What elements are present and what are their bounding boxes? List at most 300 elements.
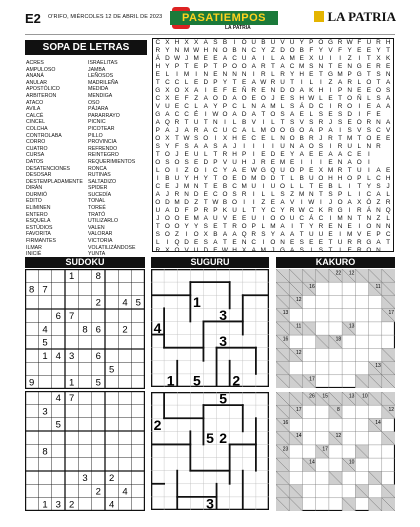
letter-cell: A xyxy=(385,119,391,126)
letter-cell: E xyxy=(213,223,218,230)
letter-cell: S xyxy=(318,143,324,150)
letter-cell: E xyxy=(309,167,314,174)
word-item: APOSTÓLICO xyxy=(26,86,60,93)
letter-cell: G xyxy=(356,63,362,70)
suguru-given: 3 xyxy=(219,333,228,350)
word-item: DESATENCIONES xyxy=(26,165,71,172)
letter-cell: B xyxy=(222,39,228,46)
letter-cell: M xyxy=(241,183,247,190)
letter-cell: A xyxy=(299,87,304,94)
letter-cell: D xyxy=(241,111,247,118)
word-item: FAVORITA xyxy=(26,231,51,238)
letter-cell: S xyxy=(184,143,189,150)
letter-cell: O xyxy=(347,95,353,102)
kakuro-grid-2 xyxy=(276,392,395,511)
letter-cell: E xyxy=(242,167,247,174)
letter-cell: E xyxy=(232,239,237,246)
letter-cell: A xyxy=(213,239,218,246)
letter-cell: O xyxy=(280,127,285,134)
letter-cell: P xyxy=(242,151,247,158)
letter-cell: M xyxy=(299,191,305,198)
letter-cell: L xyxy=(357,143,362,150)
letter-cell: I xyxy=(348,183,351,190)
letter-cell: X xyxy=(165,135,170,142)
letter-cell: N xyxy=(376,207,381,214)
letter-cell: E xyxy=(174,103,180,110)
letter-cell: C xyxy=(251,135,257,142)
letter-cell: A xyxy=(376,167,381,174)
letter-cell: E xyxy=(232,215,237,222)
letter-cell: C xyxy=(299,215,305,222)
letter-cell: D xyxy=(184,199,189,206)
word-item: PICOTEAR xyxy=(88,125,115,132)
letter-cell: S xyxy=(289,95,295,102)
letter-cell: G xyxy=(155,111,161,118)
word-item: CINCEL xyxy=(26,119,46,126)
letter-cell: V xyxy=(385,127,391,134)
letter-cell: I xyxy=(166,239,169,246)
letter-cell: Y xyxy=(165,47,170,54)
letter-cell: C xyxy=(184,103,189,110)
letter-cell: R xyxy=(318,223,324,230)
word-item: TRATÓ xyxy=(88,211,106,218)
letter-cell: O xyxy=(222,111,228,118)
letter-cell: A xyxy=(155,191,160,198)
kakuro-clue: 12 xyxy=(388,406,395,413)
letter-cell: G xyxy=(289,127,295,134)
letter-cell: K xyxy=(222,207,228,214)
letter-cell: Y xyxy=(194,223,199,230)
letter-cell: E xyxy=(213,55,218,62)
letter-cell: Á xyxy=(299,103,304,110)
letter-cell: E xyxy=(242,215,247,222)
letter-cell: E xyxy=(328,111,333,118)
letter-cell: L xyxy=(271,119,275,126)
letter-cell: C xyxy=(174,79,180,86)
letter-cell: R xyxy=(261,71,266,78)
letter-cell: U xyxy=(193,151,199,158)
letter-cell: J xyxy=(156,215,160,222)
letter-cell: O xyxy=(174,215,180,222)
sudoku-given: 2 xyxy=(109,472,115,484)
letter-cell: S xyxy=(309,63,314,70)
sudoku-given: 5 xyxy=(109,364,115,376)
letter-cell: C xyxy=(174,111,180,118)
letter-cell: L xyxy=(347,191,352,198)
letter-cell: I xyxy=(329,143,332,150)
word-item: PARARRAYO xyxy=(88,112,120,119)
letter-cell: M xyxy=(270,223,276,230)
word-item: CONTROLABA xyxy=(26,132,62,139)
letter-cell: U xyxy=(318,55,324,62)
letter-cell: E xyxy=(270,199,276,206)
letter-cell: C xyxy=(232,55,237,62)
letter-cell: T xyxy=(232,79,237,86)
letter-cell: P xyxy=(155,127,160,134)
letter-cell: A xyxy=(376,239,381,246)
letter-cell: H xyxy=(241,159,247,166)
word-item: ENTERO xyxy=(26,211,48,218)
letter-cell: W xyxy=(212,111,219,118)
letter-cell: H xyxy=(232,247,237,254)
letter-cell: E xyxy=(270,159,276,166)
kakuro-clue: 17 xyxy=(388,310,395,317)
letter-cell: M xyxy=(289,55,295,62)
letter-cell: U xyxy=(270,39,276,46)
letter-cell: Y xyxy=(261,207,266,214)
sudoku-given: 2 xyxy=(95,297,101,309)
letter-cell: P xyxy=(251,223,256,230)
letter-cell: J xyxy=(175,151,179,158)
kakuro-clue: 17 xyxy=(295,406,302,413)
letter-cell: É xyxy=(194,111,199,118)
letter-cell: L xyxy=(309,79,314,86)
letter-cell: C xyxy=(318,215,324,222)
letter-cell: E xyxy=(328,231,333,238)
letter-cell: O xyxy=(241,95,247,102)
letter-cell: R xyxy=(251,87,257,94)
letter-cell: W xyxy=(221,247,228,254)
word-item: COLCHA xyxy=(26,125,48,132)
letter-cell: B xyxy=(261,39,266,46)
letter-cell: T xyxy=(338,135,343,142)
letter-cell: W xyxy=(183,135,190,142)
kakuro-clue: 17 xyxy=(322,446,328,453)
letter-cell: O xyxy=(366,247,372,254)
letter-cell: G xyxy=(366,239,372,246)
letter-cell: R xyxy=(261,63,266,70)
word-item: ANULAR xyxy=(26,79,48,86)
letter-cell: O xyxy=(203,135,209,142)
word-item: PILLO xyxy=(88,132,103,139)
letter-cell: R xyxy=(328,207,333,214)
sudoku-given: 2 xyxy=(122,324,128,336)
sudoku-title: SUDOKU xyxy=(25,257,145,268)
letter-cell: A xyxy=(261,103,266,110)
letter-cell: E xyxy=(213,87,218,94)
letter-cell: S xyxy=(203,239,208,246)
letter-cell: S xyxy=(347,127,352,134)
letter-cell: E xyxy=(357,47,362,54)
letter-cell: I xyxy=(262,119,265,126)
letter-cell: N xyxy=(251,103,257,110)
letter-cell: P xyxy=(337,191,343,198)
sudoku-grid-1 xyxy=(25,269,145,389)
kakuro-clue: 14 xyxy=(375,419,381,426)
letter-cell: L xyxy=(386,191,390,198)
letter-cell: U xyxy=(155,207,161,214)
letter-cell: D xyxy=(203,247,209,254)
letter-cell: P xyxy=(222,63,228,70)
letter-cell: Z xyxy=(328,79,333,86)
letter-cell: T xyxy=(213,151,218,158)
letter-cell: O xyxy=(289,135,295,142)
letter-cell: B xyxy=(232,47,237,54)
logo-subtitle: LA PATRIA xyxy=(225,25,251,31)
word-item: CURSA xyxy=(26,152,45,159)
sudoku-given: 9 xyxy=(29,377,35,389)
letter-cell: Á xyxy=(366,207,371,214)
letter-cell: S xyxy=(318,111,324,118)
letter-cell: A xyxy=(376,103,381,110)
page-number: E2 xyxy=(25,11,41,26)
letter-cell: H xyxy=(337,175,343,182)
letter-cell: P xyxy=(376,231,381,238)
sudoku-given: 2 xyxy=(69,499,75,511)
letter-cell: N xyxy=(347,63,352,70)
letter-cell: T xyxy=(347,167,352,174)
word-item: DESTEMPLADAMENTE xyxy=(26,178,83,185)
letter-cell: L xyxy=(271,71,275,78)
letter-cell: L xyxy=(357,79,362,86)
letter-cell: R xyxy=(174,119,180,126)
letter-cell: A xyxy=(232,111,237,118)
letter-cell: U xyxy=(251,215,257,222)
letter-cell: R xyxy=(347,79,352,86)
letter-cell: I xyxy=(329,55,332,62)
letter-cell: Y xyxy=(184,175,189,182)
letter-cell: C xyxy=(318,103,324,110)
letter-cell: L xyxy=(280,103,285,110)
letter-cell: C xyxy=(155,183,161,190)
kakuro-clue: 12 xyxy=(295,296,302,303)
letter-cell: O xyxy=(318,175,324,182)
letter-cell: N xyxy=(280,135,285,142)
letter-cell: J xyxy=(328,199,333,206)
kakuro-clue: 16 xyxy=(282,419,289,426)
letter-cell: D xyxy=(165,55,170,62)
letter-cell: X xyxy=(242,247,247,254)
letter-cell: X xyxy=(318,167,324,174)
letter-cell: A xyxy=(222,55,228,62)
letter-cell: P xyxy=(299,167,304,174)
letter-cell: X xyxy=(194,39,199,46)
letter-cell: I xyxy=(348,207,351,214)
letter-cell: E xyxy=(366,103,371,110)
letter-cell: V xyxy=(184,247,189,254)
sudoku-given: 5 xyxy=(55,419,61,431)
letter-cell: P xyxy=(194,207,199,214)
letter-cell: D xyxy=(203,79,209,86)
kakuro-clue: 10 xyxy=(348,459,355,466)
letter-cell: A xyxy=(337,79,343,86)
letter-cell: E xyxy=(309,151,314,158)
sopa-title: SOPA DE LETRAS xyxy=(25,40,147,55)
letter-cell: T xyxy=(203,183,208,190)
word-item: CALCÉ xyxy=(26,112,44,119)
letter-cell: T xyxy=(203,119,208,126)
letter-cell: A xyxy=(376,191,381,198)
letter-cell: U xyxy=(213,215,218,222)
letter-cell: V xyxy=(222,215,228,222)
letter-cell: I xyxy=(358,103,361,110)
letter-cell: A xyxy=(194,87,199,94)
letter-cell: R xyxy=(376,143,381,150)
letter-cell: T xyxy=(318,191,323,198)
letter-cell: T xyxy=(223,239,227,246)
letter-cell: T xyxy=(328,247,333,254)
sudoku-given: 5 xyxy=(135,297,141,309)
kakuro-clue: 8 xyxy=(337,406,340,413)
letter-cell: I xyxy=(329,87,332,94)
word-item: DESOSAR xyxy=(26,172,52,179)
letter-cell: U xyxy=(308,175,314,182)
letter-cell: N xyxy=(270,87,276,94)
letter-cell: T xyxy=(280,119,285,126)
letter-cell: A xyxy=(289,231,295,238)
letter-cell: F xyxy=(184,95,189,102)
letter-cell: C xyxy=(232,103,237,110)
letter-cell: H xyxy=(232,151,237,158)
letter-cell: A xyxy=(194,143,199,150)
letter-cell: J xyxy=(175,183,179,190)
letter-cell: I xyxy=(262,215,265,222)
letter-cell: F xyxy=(357,39,362,46)
letter-cell: C xyxy=(213,167,218,174)
letter-cell: Z xyxy=(184,167,189,174)
letter-cell: C xyxy=(376,175,381,182)
letter-cell: B xyxy=(328,183,333,190)
letter-cell: M xyxy=(347,231,353,238)
letter-cell: R xyxy=(356,207,362,214)
letter-cell: F xyxy=(338,47,343,54)
letter-cell: O xyxy=(299,127,305,134)
letter-cell: O xyxy=(174,223,180,230)
letter-cell: M xyxy=(327,167,334,174)
letter-cell: H xyxy=(299,95,305,102)
letter-cell: D xyxy=(222,95,228,102)
letter-cell: M xyxy=(251,175,257,182)
letter-cell: A xyxy=(289,111,295,118)
letter-cell: S xyxy=(299,247,304,254)
letter-cell: H xyxy=(174,39,180,46)
letter-cell: I xyxy=(204,167,207,174)
word-item: SUCEDÍA xyxy=(88,191,112,198)
letter-cell: A xyxy=(280,231,285,238)
letter-cell: A xyxy=(280,63,285,70)
letter-cell: E xyxy=(366,63,371,70)
letter-cell: B xyxy=(299,175,304,182)
letter-cell: I xyxy=(358,223,361,230)
letter-cell: I xyxy=(300,79,303,86)
word-item: SALTADIZO xyxy=(88,178,117,185)
letter-cell: A xyxy=(203,215,208,222)
letter-cell: C xyxy=(155,95,161,102)
letter-cell: T xyxy=(328,63,333,70)
kakuro-clue: 17 xyxy=(309,376,315,383)
word-item: DURMIÓ xyxy=(26,191,48,198)
letter-cell: Y xyxy=(309,223,314,230)
letter-cell: V xyxy=(222,159,228,166)
letter-cell: B xyxy=(222,183,228,190)
letter-cell: X xyxy=(222,135,228,142)
letter-cell: U xyxy=(337,239,343,246)
sudoku-given: 4 xyxy=(55,350,61,362)
letter-cell: M xyxy=(347,135,353,142)
letter-cell: E xyxy=(280,151,285,158)
letter-cell: Y xyxy=(165,63,170,70)
letter-cell: N xyxy=(203,71,209,78)
letter-cell: I xyxy=(367,167,370,174)
letter-cell: P xyxy=(213,79,218,86)
letter-cell: A xyxy=(289,247,295,254)
letter-cell: L xyxy=(194,103,198,110)
letter-cell: D xyxy=(270,151,276,158)
word-item: ESQUELA xyxy=(26,218,51,225)
letter-cell: I xyxy=(252,71,255,78)
letter-cell: A xyxy=(203,127,208,134)
letter-cell: T xyxy=(203,199,208,206)
letter-cell: A xyxy=(232,167,237,174)
letter-cell: L xyxy=(261,223,266,230)
letter-cell: R xyxy=(337,103,343,110)
letter-cell: C xyxy=(270,207,276,214)
letter-cell: U xyxy=(232,207,237,214)
sudoku-given: 8 xyxy=(95,270,101,282)
letter-cell: T xyxy=(290,79,295,86)
letter-cell: O xyxy=(347,175,353,182)
letter-cell: I xyxy=(262,143,265,150)
letter-cell: N xyxy=(376,223,381,230)
letter-cell: S xyxy=(289,119,295,126)
letter-cell: O xyxy=(155,135,161,142)
word-item: ACRES xyxy=(26,60,44,66)
letter-cell: I xyxy=(272,143,274,150)
letter-cell: Q xyxy=(241,231,247,238)
sudoku-given: 4 xyxy=(109,499,115,511)
letter-cell: J xyxy=(271,95,275,102)
letter-cell: O xyxy=(241,39,247,46)
letter-cell: E xyxy=(261,151,266,158)
letter-cell: N xyxy=(184,191,189,198)
letter-cell: E xyxy=(213,183,218,190)
kakuro-title: KAKURO xyxy=(276,257,395,268)
letter-cell: U xyxy=(193,247,199,254)
word-item: SPIDER xyxy=(88,185,108,192)
letter-cell: Z xyxy=(290,191,295,198)
letter-cell: Y xyxy=(184,223,189,230)
letter-cell: O xyxy=(366,223,372,230)
letter-cell: R xyxy=(356,247,362,254)
letter-cell: W xyxy=(260,79,267,86)
letter-cell: E xyxy=(299,55,304,62)
letter-cell: C xyxy=(251,239,257,246)
letter-cell: R xyxy=(222,151,228,158)
suguru-given: 3 xyxy=(206,495,214,510)
letter-cell: M xyxy=(337,71,343,78)
letter-cell: R xyxy=(376,39,381,46)
letter-cell: Y xyxy=(280,207,285,214)
letter-cell: D xyxy=(280,87,285,94)
letter-cell: E xyxy=(251,95,256,102)
letter-cell: C xyxy=(289,63,295,70)
letter-cell: I xyxy=(358,55,361,62)
letter-cell: Y xyxy=(318,47,324,54)
suguru-given: 5 xyxy=(206,429,214,446)
sudoku-given: 8 xyxy=(42,446,48,458)
letter-cell: X xyxy=(184,39,189,46)
suguru-given: 1 xyxy=(192,293,201,310)
suguru-given: 5 xyxy=(219,392,228,407)
word-item: DATOS xyxy=(26,158,44,165)
sudoku-given: 4 xyxy=(55,392,61,404)
letter-cell: E xyxy=(347,247,352,254)
word-item: AMPULOSO xyxy=(26,66,56,73)
letter-cell: L xyxy=(156,239,160,246)
word-item: JAMBA xyxy=(88,66,106,73)
letter-cell: G xyxy=(327,39,333,46)
suguru-grid-2 xyxy=(151,392,269,510)
